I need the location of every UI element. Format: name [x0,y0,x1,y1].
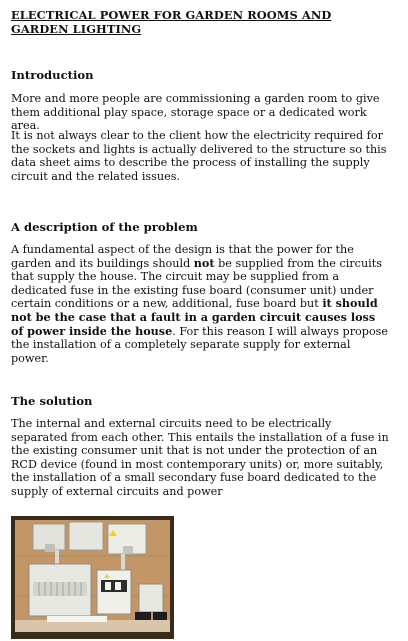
problem-text-c: be supplied from the circuits that supply the house. The circuit may be supplied from a dedicated fuse in the existing fuse board (consumer unit) under certain conditions or a new, additional, fuse board but [11,256,382,311]
introduction-paragraph-1: More and more people are commissioning a garden room to give them additional play space, storage space or a dedicated work area. [11,92,380,133]
problem-heading: A description of the problem [11,220,198,234]
problem-text-a: A fundamental aspect of the design is that the power for the garden and its buildings should [11,243,354,270]
fuse-board-photo [11,516,174,639]
solution-paragraph: The internal and external circuits need to be electrically separated from each other. This entails the installation of a fuse in the existing consumer unit that is not under the protection of an RCD device (found in most contemporary units) or, more suitably, the installation of a small secondary fuse board dedicated to the supply of external circuits and power [11,417,389,498]
document-title: ELECTRICAL POWER FOR GARDEN ROOMS AND GARDEN LIGHTING [11,8,332,36]
problem-emphasis-not: not [193,255,215,270]
solution-heading: The solution [11,394,93,408]
introduction-heading: Introduction [11,68,94,82]
problem-emphasis-fault: it should not be the case that a fault in a garden circuit causes loss of power inside the house [11,296,378,338]
introduction-paragraph-2: It is not always clear to the client how the electricity required for the sockets and lights is actually delivered to the structure so this data sheet aims to describe the process of installing the supply circuit and the related issues. [11,129,387,183]
problem-text-e: . For this reason I will always propose the installation of a completely separate supply for external power. [11,324,389,365]
problem-paragraph [11,243,389,365]
